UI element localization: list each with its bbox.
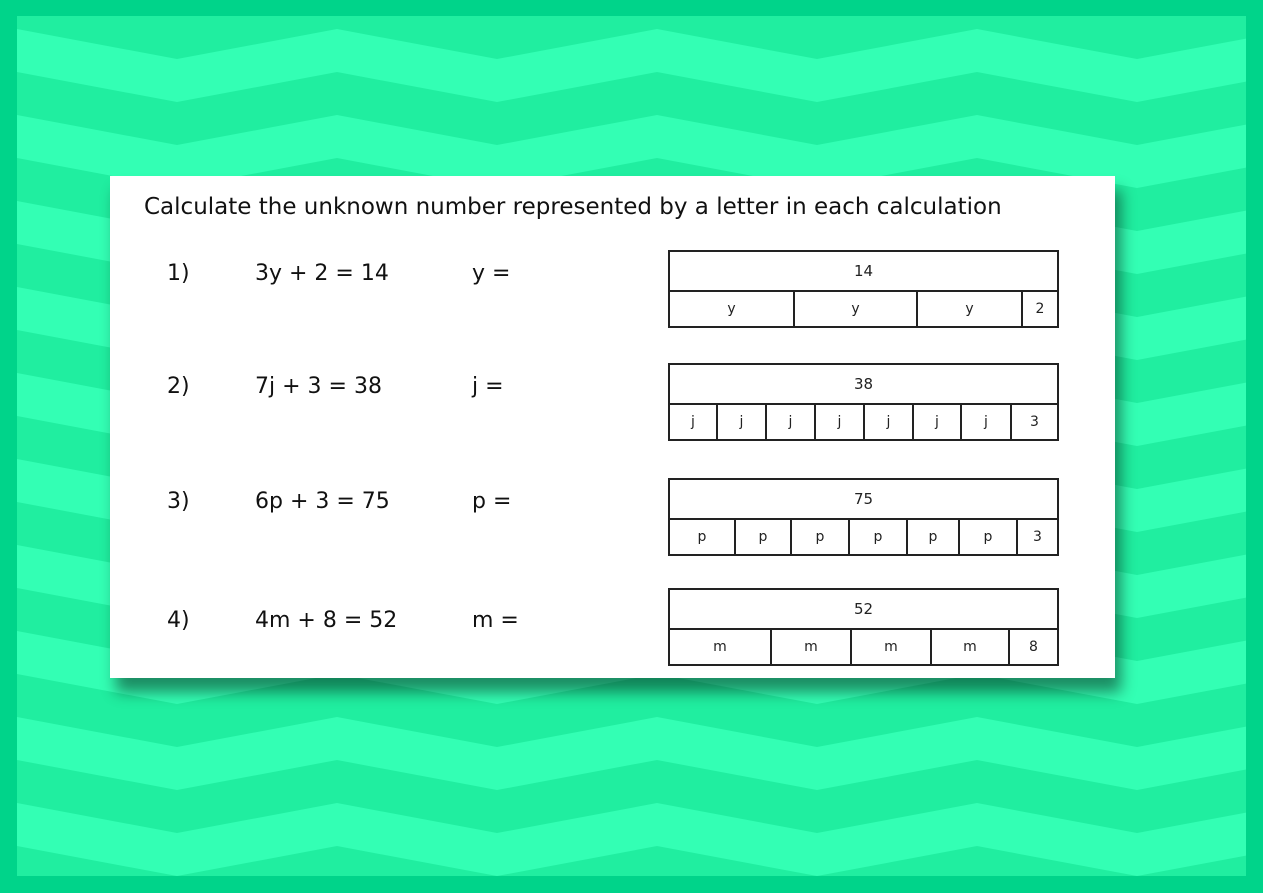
bar-part: 8 bbox=[1029, 639, 1038, 655]
bar-model bbox=[668, 588, 1059, 666]
answer-label: y = bbox=[472, 261, 511, 286]
bar-part: p bbox=[736, 520, 792, 554]
bar-model-parts bbox=[670, 630, 1057, 664]
question-equation: 7j + 3 = 38 bbox=[255, 374, 382, 399]
question-row-2 bbox=[110, 369, 1115, 469]
question-row-3 bbox=[110, 484, 1115, 584]
question-equation: 4m + 8 = 52 bbox=[255, 608, 398, 633]
question-number: 4) bbox=[167, 608, 190, 633]
bar-part: m bbox=[670, 630, 772, 664]
bar-part: m bbox=[772, 630, 852, 664]
bar-part: y bbox=[918, 292, 1023, 326]
bar-model-total: 75 bbox=[670, 480, 1057, 520]
bar-model-total: 38 bbox=[670, 365, 1057, 405]
bar-part: p bbox=[960, 520, 1018, 554]
question-number: 3) bbox=[167, 489, 190, 514]
bar-part: j bbox=[962, 405, 1012, 439]
bar-model-total: 52 bbox=[670, 590, 1057, 630]
bar-model bbox=[668, 478, 1059, 556]
bar-part: p bbox=[792, 520, 850, 554]
bar-part: j bbox=[670, 405, 718, 439]
question-row-4 bbox=[110, 596, 1115, 678]
question-equation: 3y + 2 = 14 bbox=[255, 261, 389, 286]
bar-model-parts bbox=[670, 520, 1057, 554]
question-equation: 6p + 3 = 75 bbox=[255, 489, 390, 514]
bar-part: p bbox=[850, 520, 908, 554]
bar-part: m bbox=[852, 630, 932, 664]
answer-label: p = bbox=[472, 489, 512, 514]
instruction-text: Calculate the unknown number represented by a letter in each calculation bbox=[144, 194, 1002, 220]
bar-part: p bbox=[670, 520, 736, 554]
bar-part: j bbox=[767, 405, 816, 439]
bar-part: 2 bbox=[1035, 301, 1045, 317]
question-number: 1) bbox=[167, 261, 190, 286]
bar-model bbox=[668, 363, 1059, 441]
bar-part: j bbox=[865, 405, 914, 439]
answer-label: j = bbox=[472, 374, 504, 399]
bar-part: y bbox=[795, 292, 918, 326]
question-number: 2) bbox=[167, 374, 190, 399]
bar-part: j bbox=[914, 405, 962, 439]
bar-part: j bbox=[718, 405, 767, 439]
bar-part: m bbox=[932, 630, 1010, 664]
bar-part: p bbox=[908, 520, 960, 554]
bar-model-parts bbox=[670, 292, 1057, 326]
bar-model bbox=[668, 250, 1059, 328]
bar-model-parts bbox=[670, 405, 1057, 439]
bar-part: j bbox=[816, 405, 865, 439]
bar-part: y bbox=[670, 292, 795, 326]
answer-label: m = bbox=[472, 608, 519, 633]
bar-model-total: 14 bbox=[670, 252, 1057, 292]
worksheet-card bbox=[110, 176, 1115, 678]
bar-part: 3 bbox=[1033, 529, 1042, 545]
bar-part: 3 bbox=[1030, 414, 1039, 430]
question-row-1 bbox=[110, 256, 1115, 356]
